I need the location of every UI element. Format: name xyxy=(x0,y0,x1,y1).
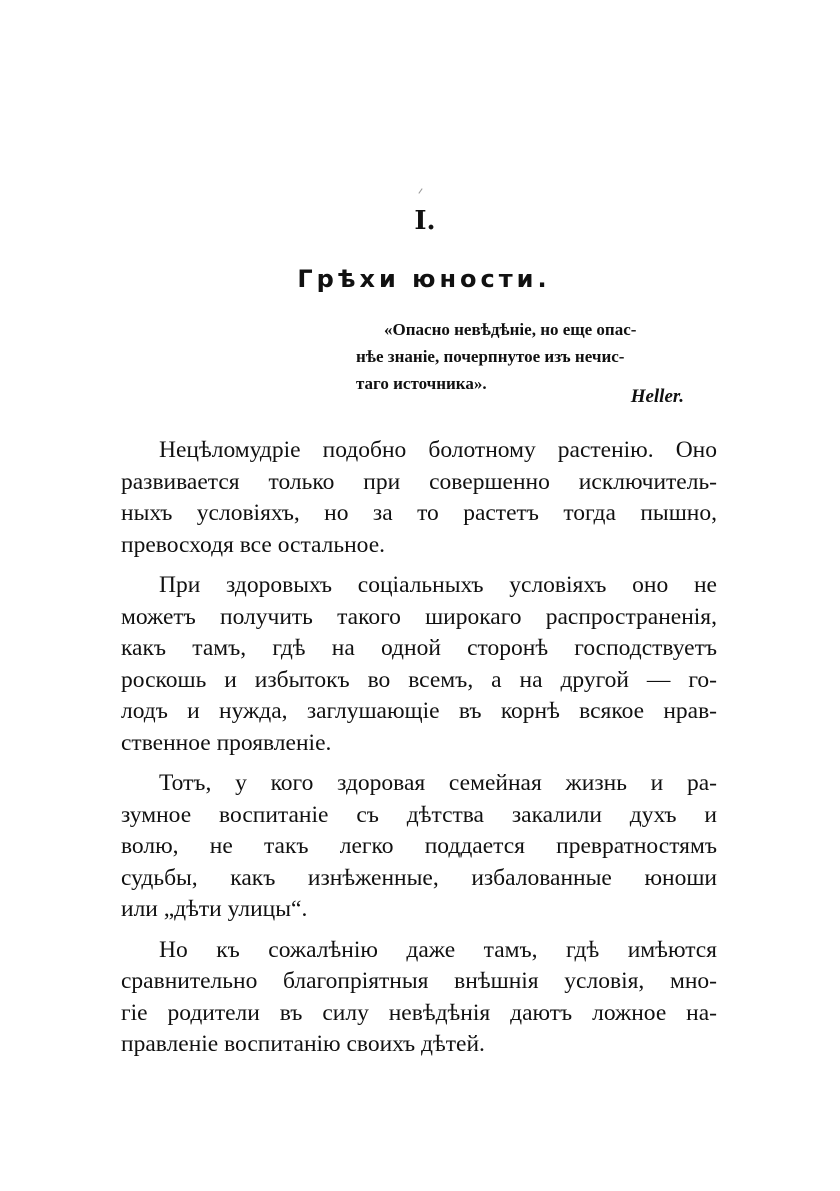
paragraph-2 xyxy=(121,570,717,759)
text-line: Тотъ, у кого здоровая семейная жизнь и ра- xyxy=(159,770,717,796)
text-line: судьбы, какъ изнѣженные, избалованные юноши xyxy=(121,864,717,891)
epigraph-line: «Опасно невѣдѣніе, но еще опас- xyxy=(384,320,637,339)
text-line: Но къ сожалѣнію даже тамъ, гдѣ имѣются xyxy=(159,936,717,963)
text-line: лодъ и нужда, заглушающіе въ корнѣ всякое нрав- xyxy=(121,698,717,724)
epigraph-line: нѣе знаніе, почерпнутое изъ нечис- xyxy=(356,347,625,366)
chapter-number: I. xyxy=(414,206,436,236)
text-line: или „дѣти улицы“. xyxy=(121,896,308,922)
text-line: ныхъ условіяхъ, но за то растетъ тогда пышно, xyxy=(121,500,717,526)
paragraph-1 xyxy=(121,435,717,561)
text-line: гіе родители въ силу невѣдѣнія даютъ ложное на- xyxy=(121,999,717,1026)
paragraph-4 xyxy=(121,935,717,1061)
text-line: какъ тамъ, гдѣ на одной сторонѣ господствуетъ xyxy=(121,635,717,661)
text-line: превосходя все остальное. xyxy=(121,531,386,558)
text-line: волю, не такъ легко поддается превратностямъ xyxy=(121,833,717,859)
text-line: ственное проявленіе. xyxy=(121,729,332,756)
text-line: При здоровыхъ соціальныхъ условіяхъ оно не xyxy=(159,572,717,598)
text-line: зумное воспитаніе съ дѣтства закалили духъ и xyxy=(121,801,717,828)
chapter-title: Грѣхи юности. xyxy=(297,265,551,293)
epigraph-line: таго источника». xyxy=(356,374,487,393)
epigraph-author: Heller. xyxy=(630,386,684,407)
scan-speck xyxy=(418,188,422,193)
text-line: сравнительно благопріятныя внѣшнія условія, мно- xyxy=(121,968,717,994)
text-line: роскошь и избытокъ во всемъ, а на другой — го- xyxy=(121,666,717,693)
paragraph-3 xyxy=(121,768,717,926)
text-line: развивается только при совершенно исключитель- xyxy=(121,468,717,495)
text-line: Нецѣломудріе подобно болотному растенію. Оно xyxy=(159,437,717,463)
text-line: можетъ получить такого широкаго распространенія, xyxy=(121,603,717,630)
body-text xyxy=(121,435,717,1070)
text-line: правленіе воспитанію своихъ дѣтей. xyxy=(121,1031,485,1057)
